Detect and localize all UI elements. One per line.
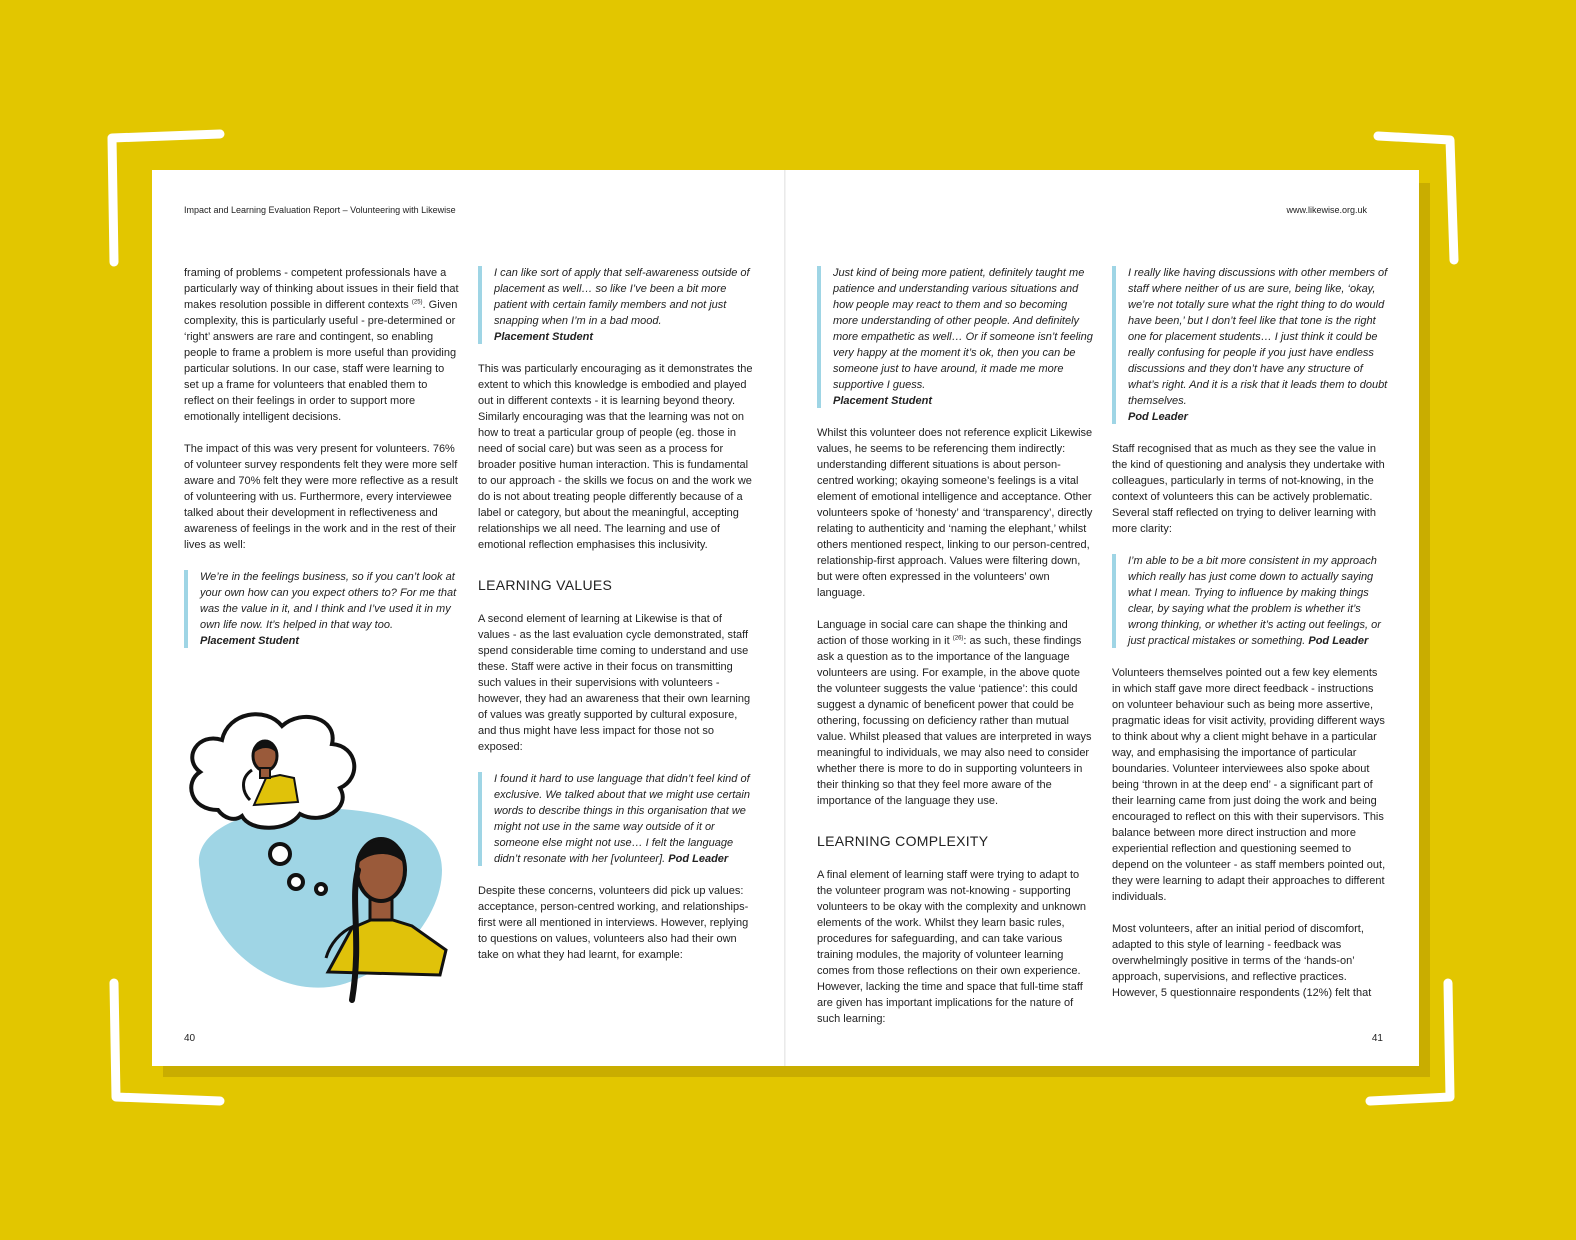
paragraph: This was particularly encouraging as it demonstrates the extent to which this knowledge is embodied and played out in different contexts - it is learning beyond theory. Similarly encouraging was that the learning was not on how to treat a particular group of people (eg. those in need of social care) but was seen as a process for broader positive human interaction. This is fundamental to our approach - the skills we focus on and the work we do is not about treating people differently because of a label or category, but about the meaningful, accepting relationships we all need. The learning and use of emotional reflection emphasises this inclusivity.	[478, 363, 753, 551]
paragraph: framing of problems - competent professionals have a particularly way of thinking about issues in their field that makes resolution possible in different contexts $^{(25)}$. Given complexity, this is particularly useful - pre-determined or ‘right’ answers are rare and contingent, so enabling people to frame a problem is more useful than providing particular solutions. In our case, staff were learning to set up a frame for volunteers that enabled them to reflect on their feelings in order to support more emotionally intelligent decisions.	[184, 267, 459, 423]
right-page-column-1	[817, 265, 1093, 1043]
pull-quote: Just kind of being more patient, definitely taught me patience and understanding various situations and how people may react to them and so becoming more understanding of other people. And definitely more empathetic as well… Or if someone isn’t feeling very happy at the moment it’s ok, then you can be someone just to have around, it made me more supportive I guess. Placement Student	[817, 265, 1093, 409]
pull-quote: We’re in the feelings business, so if you can’t look at your own how can you expect others to? For me that was the value in it, and I think and I’ve used it in my own life now. It’s helped in that way too. Placement Student	[184, 569, 460, 649]
pull-quote: I’m able to be a bit more consistent in my approach which really has just come down to actually saying what I mean. Trying to influence by making things clear, by saying what the problem is whether it’s wrong thinking, or whether it’s acting out feelings, or just practical mistakes or something. Pod Leader	[1112, 553, 1388, 649]
quote-source: Placement Student	[494, 331, 594, 343]
section-heading: LEARNING COMPLEXITY	[817, 833, 989, 849]
paragraph: Language in social care can shape the thinking and action of those working in it $^{(26)}$: as such, these findings ask a question as to the importance of the language volunteers are using. For example, in the above quote the volunteer suggests the value ‘patience’: this could suggest a dynamic of beneficent power that could be othering, focussing on deficiency rather than mutual value. Whilst pleased that values are interpreted in ways meaningful to individuals, we may also need to consider whether there is more to do in supporting volunteers in their thinking so that they feel more aware of the importance of the language they use.	[817, 619, 1092, 807]
page-number-left: 40	[184, 1033, 196, 1044]
quote-source: Placement Student	[833, 395, 933, 407]
right-running-head: www.likewise.org.uk	[1286, 205, 1367, 215]
thinking-person-illustration	[180, 700, 450, 1010]
right-page-column-2	[1112, 265, 1388, 1017]
quote-source: Pod Leader	[668, 853, 729, 865]
paragraph: A final element of learning staff were trying to adapt to the volunteer program was not-knowing - supporting volunteers to be okay with the complexity and unknown elements of the work. Whilst they learn basic rules, procedures for safeguarding, and can take various training modules, the majority of volunteer learning comes from those reflections on their own experience. However, lacking the time and space that full-time staff are given has important implications for the nature of such learning:	[817, 869, 1087, 1025]
section-heading: LEARNING VALUES	[478, 577, 613, 593]
left-page-column-1	[184, 265, 460, 665]
paragraph: Whilst this volunteer does not reference explicit Likewise values, he seems to be referencing them indirectly: understanding different situations is about person-centred working; okaying someone’s feelings is a vital element of emotional intelligence and acceptance. Other volunteers spoke of ‘honesty’ and ‘transparency’, directly relating to authenticity and ‘naming the elephant,’ whilst others mentioned respect, linking to our person-centred, relationship-first approach. Values were filtering down, but were often expressed in the volunteers’ own language.	[817, 427, 1093, 599]
pull-quote: I found it hard to use language that didn’t feel kind of exclusive. We talked about that we might use certain words to describe things in this organisation that we might not use in the same way outside of it or someone else might not use… I felt the language didn’t resonate with her [volunteer]. Pod Leader	[478, 771, 754, 867]
quote-source: Placement Student	[200, 635, 300, 647]
pull-quote: I really like having discussions with other members of staff where neither of us are sure, being like, ‘okay, we’re not totally sure what the right thing to do would have been,’ but I don’t feel like that tone is the right one for placement students… I just think it could be really confusing for people if you just have endless discussions and they don’t have any structure of what’s right. And it is a risk that it leads them to doubt themselves. Pod Leader	[1112, 265, 1388, 425]
paragraph: The impact of this was very present for volunteers. 76% of volunteer survey respondents felt they were more self aware and 70% felt they were more reflective as a result of volunteering with us. Furthermore, every interviewee talked about their development in reflectiveness and awareness of feelings in the work and in the rest of their lives as well:	[184, 443, 458, 551]
left-running-head: Impact and Learning Evaluation Report – Volunteering with Likewise	[184, 205, 456, 215]
left-page-column-2	[478, 265, 754, 979]
pull-quote: I can like sort of apply that self-awareness outside of placement as well… so like I’ve been a bit more patient with certain family members and not just snapping when I’m in a bad mood. Placement Student	[478, 265, 754, 345]
quote-source: Pod Leader	[1308, 635, 1369, 647]
paragraph: Most volunteers, after an initial period of discomfort, adapted to this style of learning - feedback was overwhelmingly positive in terms of the ‘hands-on’ approach, supervisions, and reflective practices. However, 5 questionnaire respondents (12%) felt that	[1112, 923, 1372, 999]
paragraph: A second element of learning at Likewise is that of values - as the last evaluation cycle demonstrated, staff spend considerable time coming to understand and use these. Staff were active in their focus on transmitting such values in their supervisions with volunteers - however, they had an awareness that their own learning of values was greatly supported by cultural exposure, and thus might have less impact for those not so exposed:	[478, 613, 751, 753]
paragraph: Despite these concerns, volunteers did pick up values: acceptance, person-centred working, and relationships-first were all mentioned in interviews. However, replying to questions on values, volunteers also had their own take on what they had learnt, for example:	[478, 885, 749, 961]
paragraph: Volunteers themselves pointed out a few key elements in which staff gave more direct feedback - instructions on volunteer behaviour such as being more assertive, pragmatic ideas for visit activity, providing different ways to think about why a client might behave in a particular way, and emphasising the importance of particular boundaries. Volunteer interviewees also spoke about being ‘thrown in at the deep end’ - a significant part of their learning came from just doing the work and being encouraged to reflect on this with their supervisors. This balance between more direct instruction and more experiential reflection and questioning seemed to depend on the volunteer - as staff members pointed out, they were learning to adapt their approaches to different individuals.	[1112, 667, 1386, 903]
quote-source: Pod Leader	[1128, 411, 1188, 423]
document-spread	[152, 170, 1419, 1066]
page-gutter	[784, 170, 786, 1066]
paragraph: Staff recognised that as much as they see the value in the kind of questioning and analysis they undertake with colleagues, particularly in terms of not-knowing, in the context of volunteers this can be actively problematic. Several staff reflected on trying to deliver learning with more clarity:	[1112, 443, 1385, 535]
page-number-right: 41	[1371, 1033, 1383, 1044]
